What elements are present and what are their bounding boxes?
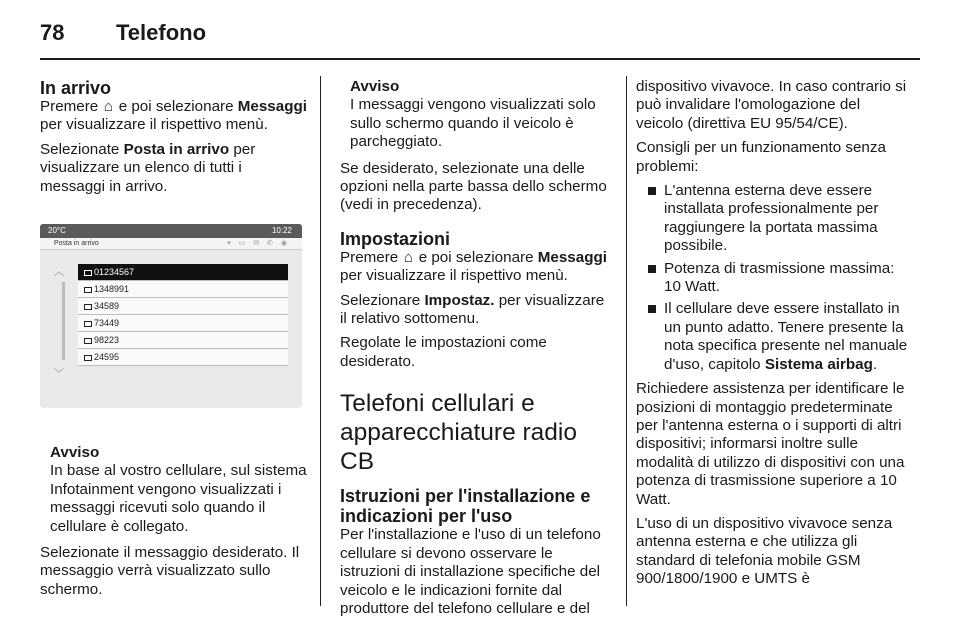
list-item: Potenza di trasmissione massima: 10 Watt. (636, 260, 910, 297)
paragraph: L'uso di un dispositivo vivavoce senza antenna esterna e che utilizza gli standard di telefonia mobile GSM 900/1800/1900 e UMTS è (636, 514, 893, 588)
list-item[interactable]: 73449 (78, 315, 288, 332)
screen-subtitle-bar (40, 238, 302, 250)
page-number: 78 (40, 20, 65, 45)
list-item[interactable]: 98223 (78, 332, 288, 349)
paragraph: Regolate le impostazioni come desiderato. (340, 334, 547, 370)
paragraph: Selezionate Posta in arrivo per visualizzare un elenco di tutti i messaggi in arrivo. (40, 140, 256, 195)
paragraph: dispositivo vivavoce. In caso contrario si può invalidare l'omologazione del veicolo (direttiva EU 95/54/CE). (636, 78, 907, 132)
column-divider (320, 76, 321, 606)
list-item: Il cellulare deve essere installato in un punto adatto. Tenere presente la nota specifica presente nel manuale d'uso, capitolo Sistema airbag. (636, 300, 910, 374)
column-1 (40, 78, 308, 605)
paragraph: Premere ⌂ e poi selezionare Messaggi per visualizzare il rispettivo menù. (340, 248, 607, 285)
list-item[interactable]: 34589 (78, 298, 288, 315)
column-2 (340, 78, 612, 624)
header-rule (40, 58, 920, 60)
chevron-down-icon[interactable]: ﹀ (54, 369, 64, 381)
envelope-icon (84, 287, 92, 293)
envelope-icon (84, 338, 92, 344)
clock: 10:22 (271, 226, 292, 236)
home-icon: ⌂ (403, 248, 414, 266)
paragraph: Per l'installazione e l'uso di un telefono cellulare si devono osservare le istruzioni di installazione specifiche del veicolo e le indicazioni fornite dal produttore del telefono cellulare e del (340, 526, 601, 617)
column-3 (636, 78, 910, 595)
paragraph: Selezionare Impostaz. per visualizzare il relativo sottomenu. (340, 291, 605, 328)
note-box (340, 78, 612, 152)
paragraph: Se desiderato, selezionate una delle opzioni nella parte bassa dello schermo (vedi in precedenza). (340, 159, 607, 214)
column-divider (626, 76, 627, 606)
list-item: L'antenna esterna deve essere installata professionalmente per raggiungere la portata massima possibile. (636, 182, 910, 256)
note-text: I messaggi vengono visualizzati solo sullo schermo quando il veicolo è parcheggiato. (350, 96, 596, 151)
envelope-icon (84, 355, 92, 361)
paragraph: Consigli per un funzionamento senza problemi: (636, 139, 886, 175)
menu-term: Messaggi (537, 248, 607, 266)
paragraph: Selezionate il messaggio desiderato. Il messaggio verrà visualizzato sullo schermo. (40, 544, 300, 598)
list-item[interactable]: 1348991 (78, 281, 288, 298)
inbox-screenshot (40, 224, 302, 408)
status-icons: ▾ ▭ ✉ ✆ ◉ (227, 240, 290, 248)
home-icon: ⌂ (103, 98, 114, 115)
note-title: Avviso (350, 78, 400, 95)
menu-term: Messaggi (237, 98, 307, 115)
page-header (40, 18, 920, 58)
list-item[interactable]: 01234567 (78, 264, 288, 281)
section-heading: Telefoni cellulari e apparecchiature radio CB (340, 390, 577, 476)
note-title: Avviso (50, 444, 100, 462)
paragraph: Richiedere assistenza per identificare le posizioni di montaggio predeterminate per l'antenna esterna o i supporti di altri dispositivi; informarsi inoltre sulle modalità di utilizzo di dispositivi con una potenza di trasmissione superiore a 10 Watt. (636, 380, 905, 508)
heading-settings: Impostazioni (340, 228, 451, 249)
page-title: Telefono (116, 20, 207, 45)
chevron-up-icon[interactable]: ︿ (54, 267, 64, 279)
list-item[interactable]: 24595 (78, 349, 288, 366)
menu-term: Impostaz. (424, 291, 495, 309)
status-bar (40, 224, 302, 238)
subsection-heading: Istruzioni per l'installazione e indicazioni per l'uso (340, 486, 591, 527)
scrollbar[interactable] (62, 282, 65, 360)
temperature: 20°C (48, 226, 66, 236)
heading-inbox: In arrivo (40, 78, 112, 98)
note-text: In base al vostro cellulare, sul sistema Infotainment vengono visualizzati i messaggi ricevuti solo quando il cellulare è collegato. (50, 462, 307, 535)
envelope-icon (84, 321, 92, 327)
reference-term: Sistema airbag (764, 355, 873, 373)
screen-subtitle: Posta in arrivo (54, 240, 99, 248)
note-box (40, 444, 308, 536)
paragraph: Premere ⌂ e poi selezionare Messaggi per visualizzare il rispettivo menù. (40, 98, 307, 134)
bullet-list (636, 182, 910, 374)
message-list (78, 264, 288, 366)
envelope-icon (84, 270, 92, 276)
menu-term: Posta in arrivo (123, 140, 230, 158)
envelope-icon (84, 304, 92, 310)
